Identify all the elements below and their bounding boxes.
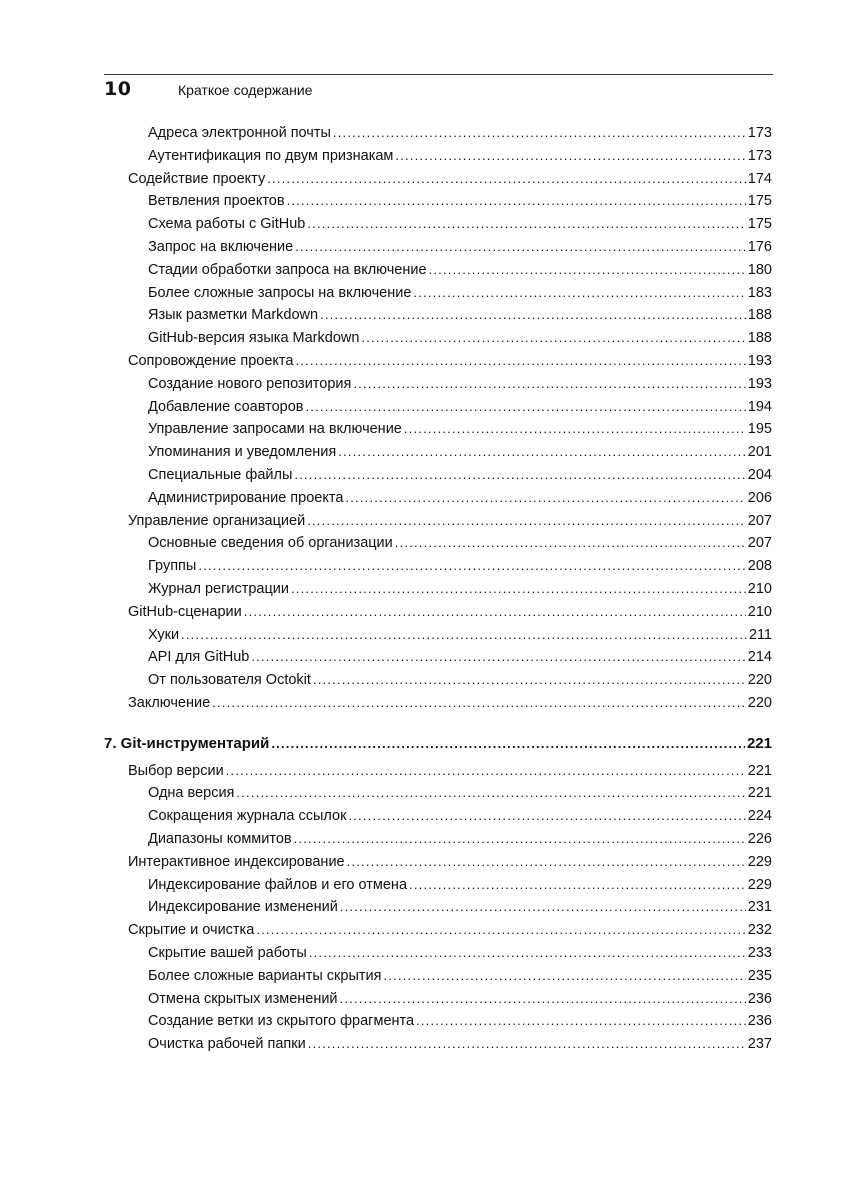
toc-entry-title: Сопровождение проекта <box>128 353 294 369</box>
toc-entry-page: 201 <box>747 444 772 461</box>
toc-entry <box>148 122 772 144</box>
toc-entry <box>148 874 772 896</box>
dot-leader <box>287 190 746 212</box>
toc-entry-page: 175 <box>747 193 772 210</box>
dot-leader <box>348 805 745 827</box>
dot-leader <box>307 213 745 235</box>
dot-leader <box>236 782 745 804</box>
toc-entry-title: Выбор версии <box>128 762 224 779</box>
toc-entry-page: 206 <box>747 489 772 506</box>
dot-leader <box>212 692 746 714</box>
toc-entry-page: 236 <box>747 990 772 1007</box>
header-rule <box>104 74 773 75</box>
toc-entry-title: Упоминания и уведомления <box>148 444 337 461</box>
toc-entry <box>148 782 772 804</box>
toc-entry-page: 226 <box>747 831 772 847</box>
toc-entry <box>148 828 772 850</box>
toc-entry-page: 237 <box>747 1036 772 1053</box>
toc-entry-title: GitHub-версия языка Markdown <box>148 330 360 347</box>
toc-entry-title: Аутентификация по двум признакам <box>148 147 394 164</box>
toc-entry-page: 193 <box>747 375 772 392</box>
toc-entry <box>148 396 772 418</box>
toc-entry-title: От пользователя Octokit <box>148 672 311 689</box>
toc-entry-page: 229 <box>747 853 772 870</box>
toc-entry <box>128 692 772 714</box>
toc-entry-page: 195 <box>747 421 772 438</box>
toc-entry <box>148 532 772 554</box>
toc-entry <box>148 464 772 486</box>
dot-leader <box>308 1033 746 1055</box>
toc-entry <box>128 601 772 623</box>
dot-leader <box>256 919 746 941</box>
dot-leader <box>361 327 745 349</box>
dot-leader <box>395 532 746 554</box>
toc-entry-page: 207 <box>747 512 772 529</box>
toc-entry <box>148 896 772 918</box>
toc-entry <box>148 988 772 1010</box>
toc-entry-title: Более сложные варианты скрытия <box>148 967 382 984</box>
toc-entry <box>148 578 772 600</box>
toc-entry <box>148 304 772 326</box>
toc-entry <box>148 646 772 668</box>
toc-entry-page: 210 <box>747 581 772 597</box>
toc-entry-page: 231 <box>747 899 772 916</box>
toc-entry <box>148 1010 772 1032</box>
running-title: Краткое содержание <box>178 82 313 98</box>
toc-entry <box>148 487 772 509</box>
toc-entry-title: API для GitHub <box>148 649 250 666</box>
dot-leader <box>294 464 745 486</box>
toc-entry-title: Запрос на включение <box>148 239 294 255</box>
toc-entry <box>148 213 772 235</box>
toc-entry-page: 235 <box>747 967 772 984</box>
toc-entry-title: Администрирование проекта <box>148 489 344 506</box>
dot-leader <box>333 122 746 144</box>
dot-leader <box>338 441 746 463</box>
toc-entry-page: 183 <box>747 284 772 301</box>
toc-entry <box>148 1033 772 1055</box>
toc-entry-title: Более сложные запросы на включение <box>148 284 412 301</box>
toc-entry <box>148 555 772 577</box>
dot-leader <box>291 578 746 600</box>
toc-entry <box>148 190 772 212</box>
toc-entry-page: 233 <box>747 945 772 961</box>
toc-entry-page: 229 <box>747 876 772 893</box>
toc-entry <box>128 168 772 190</box>
dot-leader <box>271 733 745 755</box>
toc-entry-page: 188 <box>747 330 772 347</box>
toc-entry-title: Отмена скрытых изменений <box>148 990 338 1007</box>
toc-entry-title: Журнал регистрации <box>148 581 289 597</box>
dot-leader <box>353 373 745 395</box>
toc-entry-title: Добавление соавторов <box>148 398 304 415</box>
dot-leader <box>244 601 746 623</box>
toc-entry-title: Содействие проекту <box>128 170 266 187</box>
toc-entry-title: Группы <box>148 558 197 575</box>
toc-entry-title: Создание нового репозитория <box>148 375 352 392</box>
toc-entry-title: Стадии обработки запроса на включение <box>148 261 427 278</box>
dot-leader <box>307 510 746 532</box>
dot-leader <box>295 236 746 258</box>
toc-entry-title: Управление запросами на включение <box>148 421 402 438</box>
toc-entry-title: Основные сведения об организации <box>148 535 393 552</box>
toc-entry-title: GitHub-сценарии <box>128 603 242 620</box>
toc-entry-title: Специальные файлы <box>148 467 293 483</box>
toc-entry-title: Индексирование изменений <box>148 899 338 916</box>
dot-leader <box>309 942 746 964</box>
toc-entry-title: Язык разметки Markdown <box>148 307 319 324</box>
dot-leader <box>340 988 746 1010</box>
toc-entry-page: 194 <box>747 398 772 415</box>
dot-leader <box>294 828 746 850</box>
toc-entry <box>128 919 772 941</box>
dot-leader <box>295 350 745 372</box>
dot-leader <box>267 168 746 190</box>
toc-entry <box>148 145 772 167</box>
toc-entry-page: 220 <box>747 672 772 689</box>
toc-entry-page: 232 <box>747 922 772 939</box>
toc-entry-title: Скрытие и очистка <box>128 922 255 939</box>
toc-entry-page: 176 <box>747 239 772 255</box>
toc-entry-title: Индексирование файлов и его отмена <box>148 876 408 893</box>
toc-entry-page: 193 <box>747 353 772 369</box>
dot-leader <box>305 396 745 418</box>
dot-leader <box>416 1010 746 1032</box>
toc-entry <box>148 441 772 463</box>
dot-leader <box>347 851 746 873</box>
toc-entry-page: 204 <box>747 467 772 483</box>
toc-entry-page: 180 <box>747 261 772 278</box>
toc-entry-title: Адреса электронной почты <box>148 125 331 141</box>
toc-entry-title: Скрытие вашей работы <box>148 945 307 961</box>
toc-entry <box>148 942 772 964</box>
dot-leader <box>198 555 745 577</box>
toc-entry <box>128 760 772 782</box>
dot-leader <box>345 487 745 509</box>
toc-entry-title: Интерактивное индексирование <box>128 853 345 870</box>
toc-entry-title: Диапазоны коммитов <box>148 831 292 847</box>
toc-entry-title: Схема работы с GitHub <box>148 216 306 233</box>
toc-entry-page: 175 <box>747 216 772 233</box>
toc-entry-page: 221 <box>747 762 772 779</box>
toc-entry-title: Одна версия <box>148 785 235 802</box>
toc-chapter-heading <box>104 733 772 755</box>
toc-entry-page: 208 <box>747 558 772 575</box>
toc-entry <box>148 965 772 987</box>
toc-entry-page: 220 <box>747 695 772 711</box>
toc-entry-page: 210 <box>747 603 772 620</box>
toc-entry <box>148 373 772 395</box>
toc-entry <box>148 624 772 646</box>
toc-entry <box>128 851 772 873</box>
toc-entry-page: 173 <box>747 125 772 141</box>
toc-entry <box>148 805 772 827</box>
dot-leader <box>320 304 746 326</box>
toc-entry-page: 221 <box>746 734 772 752</box>
toc-entry-title: Хуки <box>148 626 180 643</box>
toc-entry-title: Создание ветки из скрытого фрагмента <box>148 1013 415 1030</box>
dot-leader <box>226 760 746 782</box>
toc-entry-page: 188 <box>747 307 772 324</box>
dot-leader <box>181 624 747 646</box>
toc-entry-title: Управление организацией <box>128 512 306 529</box>
toc-entry-title: Ветвления проектов <box>148 193 285 210</box>
toc-entry-page: 214 <box>747 649 772 666</box>
page-number: 10 <box>104 78 132 100</box>
toc-entry-title: Заключение <box>128 695 211 711</box>
dot-leader <box>251 646 745 668</box>
dot-leader <box>395 145 745 167</box>
toc-entry-page: 221 <box>747 785 772 802</box>
dot-leader <box>413 282 745 304</box>
dot-leader <box>429 259 746 281</box>
toc-entry <box>128 510 772 532</box>
toc-entry-page: 224 <box>747 808 772 825</box>
toc-entry <box>148 282 772 304</box>
dot-leader <box>409 874 746 896</box>
toc-entry <box>148 418 772 440</box>
dot-leader <box>383 965 745 987</box>
toc-entry-page: 207 <box>747 535 772 552</box>
toc-entry-page: 174 <box>747 170 772 187</box>
dot-leader <box>404 418 746 440</box>
toc-entry <box>148 669 772 691</box>
toc-entry-title: Очистка рабочей папки <box>148 1036 306 1053</box>
toc-entry <box>148 327 772 349</box>
toc-entry-page: 236 <box>747 1013 772 1030</box>
toc-entry <box>148 236 772 258</box>
toc-entry <box>128 350 772 372</box>
dot-leader <box>313 669 746 691</box>
toc-entry-page: 173 <box>747 147 772 164</box>
toc-entry-title: 7. Git-инструментарий <box>104 734 270 752</box>
toc-entry-page: 211 <box>748 626 772 643</box>
toc-entry <box>148 259 772 281</box>
toc-entry-title: Сокращения журнала ссылок <box>148 808 347 825</box>
dot-leader <box>340 896 746 918</box>
